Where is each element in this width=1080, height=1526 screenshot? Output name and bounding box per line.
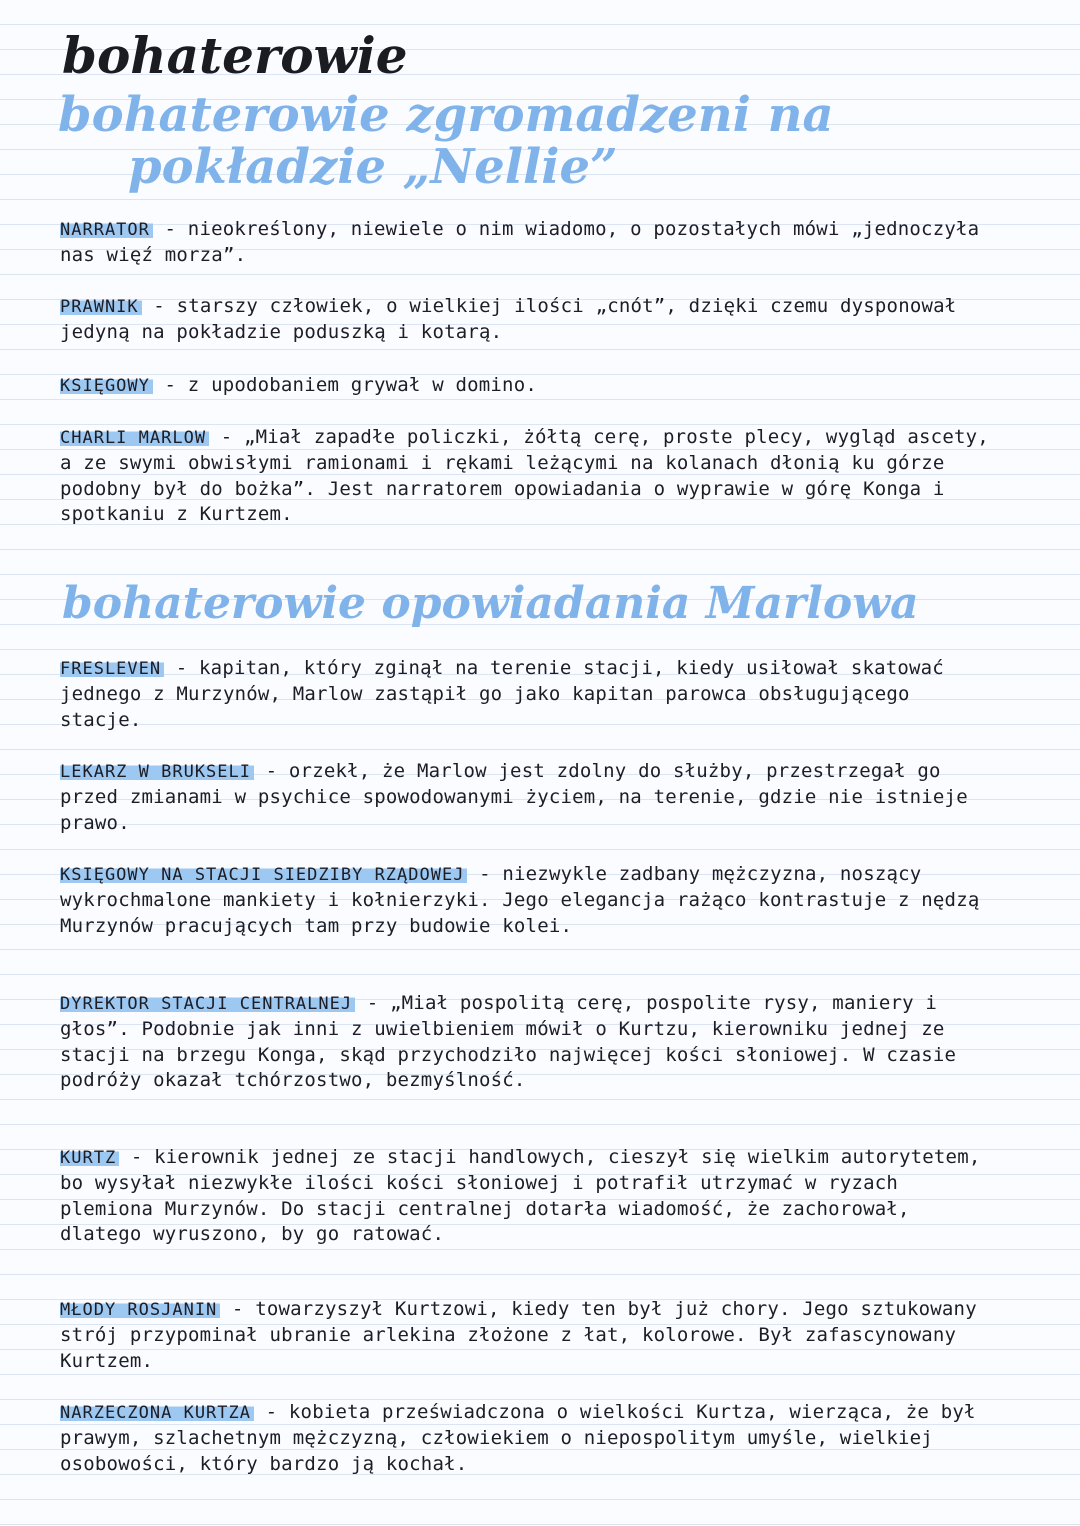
entry-text: - nieokreślony, niewiele o nim wiadomo, o pozostałych mówi „jednoczyła nas więź morza”. <box>60 218 980 267</box>
entry-narrator <box>60 217 1000 269</box>
entry-text: - orzekł, że Marlow jest zdolny do służby, przestrzegał go przed zmianami w psychice spowodowanymi życiem, na terenie, gdzie nie istnieje prawo. <box>60 760 968 834</box>
entry-ksiegowy-stacji <box>60 862 1000 939</box>
entry-text: - kobieta przeświadczona o wielkości Kurtza, wierząca, że był prawym, szlachetnym mężczyzną, człowiekiem o niepospolitym umyśle, wielkiej osobowości, który bardzo ją kochał. <box>60 1401 976 1475</box>
entry-dyrektor <box>60 991 1000 1094</box>
entry-term: PRAWNIK <box>60 297 142 317</box>
entry-ksiegowy <box>60 373 1000 399</box>
entry-text: - starszy człowiek, o wielkiej ilości „cnót”, dzięki czemu dysponował jedyną na pokładzie poduszką i kotarą. <box>60 295 957 344</box>
entry-term: NARZECZONA KURTZA <box>60 1403 254 1423</box>
entry-text: - kapitan, który zginął na terenie stacji, kiedy usiłował skatować jednego z Murzynów, Marlow zastąpił go jako kapitan parowca obsługującego stacje. <box>60 657 944 731</box>
entry-text: - niezwykle zadbany mężczyzna, noszący wykrochmalone mankiety i kołnierzyki. Jego elegancja rażąco kontrastuje z nędzą Murzynów pracujących tam przy budowie kolei. <box>60 863 980 937</box>
entry-text: - „Miał zapadłe policzki, żółtą cerę, proste plecy, wygląd ascety, a ze swymi obwisłymi ramionami i rękami leżącymi na kolanach dłonią ku górze podobny był do bożka”. Jest narratorem opowiadania o wyprawie w górę Konga i spotkaniu z Kurtzem. <box>60 426 989 526</box>
entry-term: KSIĘGOWY NA STACJI SIEDZIBY RZĄDOWEJ <box>60 865 467 885</box>
entry-term: FRESLEVEN <box>60 659 164 679</box>
entry-text: - z upodobaniem grywał w domino. <box>152 374 537 396</box>
section-title-nellie <box>58 87 938 195</box>
section-title-line2: pokładzie „Nellie” <box>128 138 618 195</box>
entry-prawnik <box>60 294 1000 346</box>
entry-text: - „Miał pospolitą cerę, pospolite rysy, maniery i głos”. Podobnie jak inni z uwielbieniem mówił o Kurtzu, kierowniku jednej ze stacji na brzegu Konga, skąd przychodziło najwięcej kości słoniowej. W czasie podróży okazał tchórzostwo, bezmyślność. <box>60 992 957 1092</box>
section-title-line1: bohaterowie zgromadzeni na <box>58 87 834 143</box>
entry-lekarz <box>60 759 1000 836</box>
page-title: bohaterowie <box>62 26 408 85</box>
entry-narzeczona <box>60 1400 1000 1477</box>
entry-term: DYREKTOR STACJI CENTRALNEJ <box>60 994 355 1014</box>
entry-term: KURTZ <box>60 1148 119 1168</box>
entry-text: - towarzyszył Kurtzowi, kiedy ten był już chory. Jego sztukowany strój przypominał ubranie arlekina złożone z łat, kolorowe. Był zafascynowany Kurtzem. <box>60 1298 977 1372</box>
entry-text: - kierownik jednej ze stacji handlowych, cieszył się wielkim autorytetem, bo wysyłał niezwykłe ilości kości słoniowej i potrafił utrzymać w ryzach plemiona Murzynów. Do stacji centralnej dotarła wiadomość, że zachorował, dlatego wyruszono, by go ratować. <box>60 1146 981 1246</box>
entry-term: LEKARZ W BRUKSELI <box>60 762 254 782</box>
entry-term: NARRATOR <box>60 220 153 240</box>
entry-fresleven <box>60 656 1000 733</box>
entry-kurtz <box>60 1145 1000 1248</box>
entry-term: MŁODY ROSJANIN <box>60 1300 220 1320</box>
entry-term: CHARLI MARLOW <box>60 428 209 448</box>
section-title-marlow: bohaterowie opowiadania Marlowa <box>62 578 919 629</box>
entry-term: KSIĘGOWY <box>60 376 153 396</box>
entry-charli-marlow <box>60 425 1000 528</box>
entry-mlody-rosjanin <box>60 1297 1000 1374</box>
